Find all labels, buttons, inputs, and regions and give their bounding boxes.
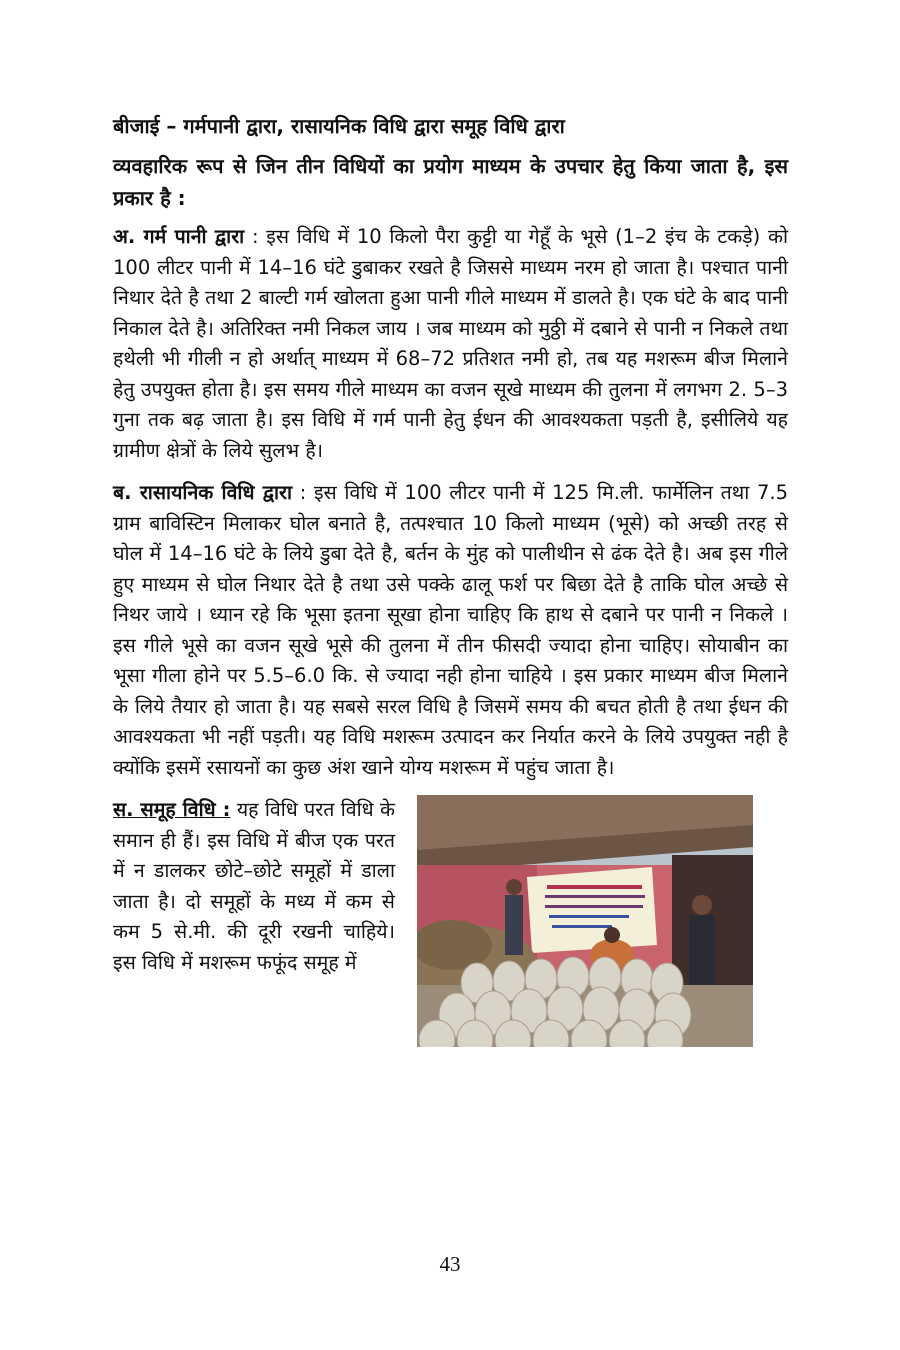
- section-chemical-text: : इस विधि में 100 लीटर पानी में 125 मि.ली. फार्मेलिन तथा 7.5 ग्राम बाविस्टिन मिलाकर घोल बनाते है, तत्पश्चात 10 किलो माध्यम (भूसे) को अच्छी तरह से घोल में 14–16 घंटे के लिये डुबा देते है, बर्तन के मुंह को पालीथीन से ढंक देते है। अब इस गीले हुए माध्यम से घोल निथार देते है तथा उसे पक्के ढालू फर्श पर बिछा देते है ताकि घोल अच्छे से निथर जाये । ध्यान रहे कि भूसा इतना सूखा होना चाहिए कि हाथ से दबाने पर पानी न निकले । इस गीले भूसे का वजन सूखे भूसे की तुलना में तीन फीसदी ज्यादा होना चाहिए। सोयाबीन का भूसा गीला होने पर 5.5–6.0 कि. से ज्यादा नही होना चाहिये । इस प्रकार माध्यम बीज मिलाने के लिये तैयार हो जाता है। यह सबसे सरल विधि है जिसमें समय की बचत होती है तथा ईधन की आवश्यकता भी नहीं पड़ती। यह विधि मशरूम उत्पादन कर निर्यात करने के लिये उपयुक्त नही है क्योंकि इसमें रसायनों का कुछ अंश खाने योग्य मशरूम में पहुंच जाता है।: [113, 481, 788, 779]
- section-hot-water: [113, 222, 788, 466]
- section-group-label: स. समूह विधि :: [113, 798, 231, 821]
- section-chemical-label: ब. रासायनिक विधि द्वारा: [113, 481, 293, 504]
- section-hot-water-text: : इस विधि में 10 किलो पैरा कुट्टी या गेहूँ के भूसे (1–2 इंच के टकड़े) को 100 लीटर पानी में 14–16 घंटे डुबाकर रखते है जिससे माध्यम नरम हो जाता है। पश्चात पानी निथार देते है तथा 2 बाल्टी गर्म खोलता हुआ पानी गीले माध्यम में डालते है। एक घंटे के बाद पानी निकाल देते है। अतिरिक्त नमी निकल जाय । जब माध्यम को मुठ्ठी में दबाने से पानी न निकले तथा हथेली भी गीली न हो अर्थात् माध्यम में 68–72 प्रतिशत नमी हो, तब यह मशरूम बीज मिलाने हेतु उपयुक्त होता है। इस समय गीले माध्यम का वजन सूखे माध्यम की तुलना में लगभग 2. 5–3 गुना तक बढ़ जाता है। इस विधि में गर्म पानी हेतु ईधन की आवश्यकता पड़ती है, इसीलिये यह ग्रामीण क्षेत्रों के लिये सुलभ है।: [113, 225, 788, 462]
- section-group-paragraph: [113, 795, 395, 978]
- page-heading: बीजाई – गर्मपानी द्वारा, रासायनिक विधि द्वारा समूह विधि द्वारा: [113, 114, 565, 138]
- page-number: 43: [439, 1252, 461, 1276]
- mushroom-bags-photo: [417, 795, 753, 1047]
- section-group-text: यह विधि परत विधि के समान ही हैं। इस विधि में बीज एक परत में न डालकर छोटे–छोटे समूहों में डाला जाता है। दो समूहों के मध्य में कम से कम 5 से.मी. की दूरी रखनी चाहिये। इस विधि में मशरूम फफूंद समूह में: [113, 798, 396, 974]
- section-hot-water-label: अ. गर्म पानी द्वारा: [113, 225, 245, 248]
- section-chemical: [113, 478, 788, 783]
- intro-subheading: व्यवहारिक रूप से जिन तीन विधियों का प्रयोग माध्यम के उपचार हेतु किया जाता है, इस प्रकार है :: [113, 154, 788, 210]
- section-group: [113, 795, 788, 978]
- page-content: [113, 110, 788, 978]
